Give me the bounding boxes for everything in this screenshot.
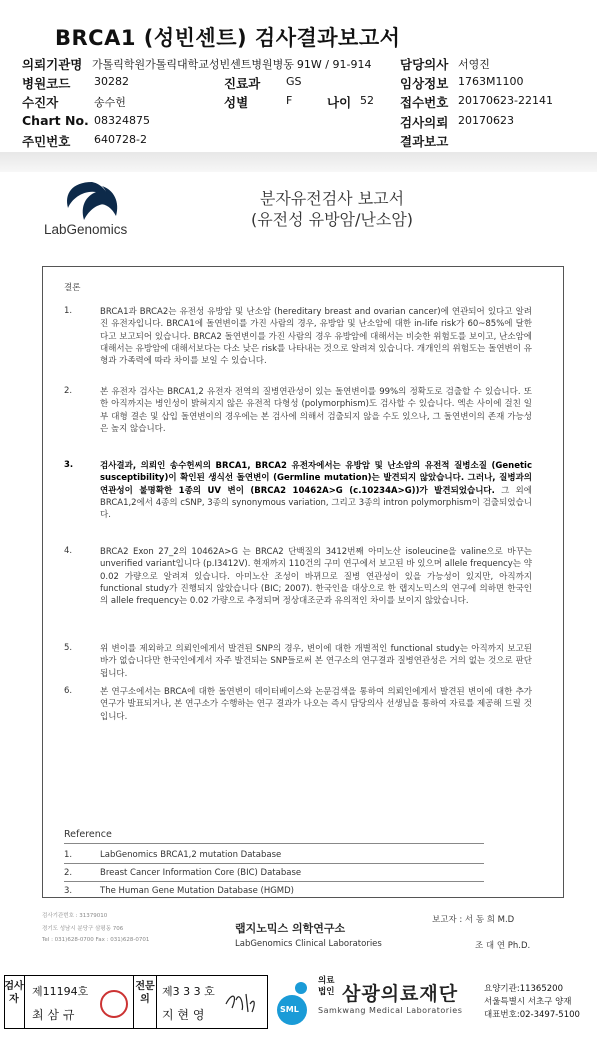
corporation-name: 삼광의료재단 — [342, 983, 459, 1005]
conclusion-item: 본 유전자 검사는 BRCA1,2 유전자 전역의 질병연관성이 있는 돌연변이를 99%의 정확도로 검출할 수 있습니다. 또한 아직까지는 병인성이 밝혀지지 않은 유전적 다형성 (polymorphism)도 검사할 수 있습니다. 엑손 사이에 걸친 일부 대형 결손 및 삽입 돌연변이의 경우에는 본 검사에 의해서 검출되지 않을 수도 있으나, 그 돌연변이의 존재 가능성은 높지 않습니다. — [100, 387, 532, 434]
reference-item: LabGenomics BRCA1,2 mutation Database — [100, 850, 282, 860]
lab-code: 검사기관번호 : 31379010 — [42, 913, 108, 919]
clinical-info-value: 1763M1100 — [458, 75, 524, 88]
receipt-no-value: 20170623-22141 — [458, 94, 553, 107]
department-value: GS — [286, 75, 302, 88]
specialist-name: 지 현 영 — [162, 1008, 205, 1022]
doctor-label: 담당의사 — [400, 57, 449, 72]
reference-item: The Human Gene Mutation Database (HGMD) — [100, 886, 294, 896]
director: 조 대 연 Ph.D. — [475, 941, 531, 951]
patient-header — [22, 55, 592, 150]
reference-heading: Reference — [64, 829, 112, 840]
conclusion-item: 위 변이를 제외하고 의뢰인에게서 발견된 SNP의 경우, 변이에 대한 개별적인 functional study는 아직까지 보고된 바가 없습니다만 한국인에게서 자주 발견되는 SNP들로써 본 연구소의 연구결과 질병연관성은 거의 없는 것으로 판단됩니다. — [100, 644, 532, 679]
corporation-english: Samkwang Medical Laboratories — [318, 1006, 463, 1015]
tester-name: 최 삼 규 — [32, 1008, 75, 1022]
tester-seal-icon — [100, 990, 128, 1018]
sml-logo-icon — [270, 978, 314, 1028]
conclusion-item: BRCA1과 BRCA2는 유전성 유방암 및 난소암 (hereditary breast and ovarian cancer)에 연관되어 있다고 알려진 유전자입니다. BRCA1에 돌연변이를 가진 사람의 경우, 유방암 및 난소암에 대한 in-life risk가 60~85%에 달한다고 보고되어 있습니다. BRCA2 돌연변이를 가진 사람의 경우 유방암에 대해서는 비슷한 위험도를 보이고, 난소암에 대해서는 유방암에 대해서보다는 다소 낮은 risk를 나타내는 것으로 알려져 있습니다. 개개인의 위험도는 돌연변이 유형과 가족력에 따라 차이를 보일 수 있습니다. — [100, 307, 532, 367]
signature-box-divider — [133, 975, 134, 1028]
clinical-info-label: 임상정보 — [400, 76, 449, 91]
item-number: 3. — [64, 460, 74, 470]
conclusion-result-bold: 검사결과, 의뢰인 송수헌씨의 BRCA1, BRCA2 유전자에서는 유방암 및 난소암의 유전적 질병소질 (Genetic susceptibility)이 확인된 생식선 돌연변이 (Germline mutation)는 발견되지 않았습니다. 그러나, 질병과의 연관성이 불명확한 1종의 UV 변이 (BRCA2 10462A>G (c.10234A>G))가 발견되었습니다. — [100, 461, 532, 496]
conclusion-item: BRCA2 Exon 27_2의 10462A>G 는 BRCA2 단백질의 3412번째 아미노산 isoleucine을 valine으로 바꾸는 unverified variant입니다 (p.I3412V). 현재까지 110건의 구미 연구에서 보고된 바 있으며 allele frequency는 약 0.02 가량으로 알려져 있습니다. 아미노산 조성이 바뀌므로 질병 연관성이 있을 가능성이 있지만, 아직까지 functional study가 진행되지 않았습니다 (BIC; 2007). 한국인을 대상으로 한 랩지노믹스의 연구에 의하면 한국인의 allele frequency는 0.02 가량으로 추정되며 정상대조군과 유의적인 차이를 보이지 않았습니다. — [100, 547, 532, 607]
signature-box-divider — [24, 975, 25, 1028]
patient-label: 수진자 — [22, 95, 59, 110]
lab-name-english: LabGenomics Clinical Laboratories — [235, 939, 382, 949]
reference-divider — [64, 843, 484, 844]
specialist-license-no: 제3 3 3 호 — [162, 985, 215, 998]
request-date-value: 20170623 — [458, 114, 514, 127]
lab-phone: Tel : 031)628-0700 Fax : 031)628-0701 — [42, 937, 150, 943]
reference-divider — [64, 881, 484, 882]
sex-value: F — [286, 94, 293, 107]
patient-value: 송수헌 — [94, 96, 126, 109]
item-number: 6. — [64, 686, 73, 696]
sml-label: SML — [280, 1005, 299, 1014]
reference-item: Breast Cancer Information Core (BIC) Database — [100, 868, 302, 878]
request-date-label: 검사의뢰 — [400, 115, 449, 130]
labgenomics-logo-text: LabGenomics — [44, 222, 128, 237]
specialist-label: 전문의 — [135, 981, 155, 1005]
tester-label: 검사자 — [4, 981, 24, 1005]
hospital-code-label: 병원코드 — [22, 76, 71, 91]
ward-label: 병동 — [272, 58, 294, 71]
corporation-prefix: 의료법인 — [318, 976, 335, 997]
department-label: 진료과 — [224, 76, 261, 91]
resident-no-label: 주민번호 — [22, 134, 71, 149]
chart-no-label: Chart No. — [22, 113, 89, 128]
age-value: 52 — [360, 94, 374, 107]
reference-number: 1. — [64, 850, 73, 860]
care-institution-no: 요양기관:11365200 — [484, 984, 563, 994]
conclusion-heading: 결론 — [64, 283, 81, 293]
report-title-line2: (유전성 유방암/난소암) — [250, 210, 414, 229]
reference-divider — [64, 863, 484, 864]
labgenomics-logo-icon — [62, 180, 122, 224]
report-title-line1: 분자유전검사 보고서 — [259, 189, 405, 208]
item-number: 4. — [64, 546, 73, 556]
sex-label: 성별 — [224, 95, 249, 110]
item-number: 5. — [64, 643, 73, 653]
signature-box-divider — [156, 975, 157, 1028]
lab-address: 경기도 성남시 분당구 삼평동 706 — [42, 926, 124, 932]
conclusion-result-rest: 그 외에 BRCA1,2에서 4종의 cSNP, 3종의 synonymous variation, 그리고 3종의 intron polymorphism이 검출되었습니다. — [100, 485, 532, 521]
divider-shade — [0, 152, 597, 172]
corporation-phone: 대표번호:02-3497-5100 — [484, 1010, 580, 1020]
resident-no-value: 640728-2 — [94, 133, 147, 146]
specialist-signature-icon — [222, 986, 260, 1016]
institution-value: 가톨릭학원가톨릭대학교성빈센트병원 — [92, 58, 273, 71]
doctor-value: 서영진 — [458, 58, 490, 71]
conclusion-item: 본 연구소에서는 BRCA에 대한 돌연변이 데이터베이스와 논문검색을 통하여 의뢰인에게서 발견된 변이에 대한 추가 연구가 발표되거나, 본 연구소가 수행하는 연구 결과가 나오는 즉시 담당의사 선생님을 통하여 자료를 제공해 드릴 것입니다. — [100, 687, 532, 722]
lab-name-korean: 랩지노믹스 의학연구소 — [235, 922, 346, 935]
item-number: 1. — [64, 306, 73, 316]
report-title: BRCA1 (성빈센트) 검사결과보고서 — [55, 26, 401, 50]
item-number: 2. — [64, 386, 73, 396]
reference-number: 2. — [64, 868, 73, 878]
reference-number: 3. — [64, 886, 73, 896]
result-report-label: 결과보고 — [400, 134, 449, 149]
ward-value: 91W / 91-914 — [296, 58, 372, 71]
reporter: 보고자 : 서 동 희 M.D — [432, 915, 515, 925]
corporation-address: 서울특별시 서초구 양재 — [484, 997, 572, 1007]
conclusion-item — [100, 460, 532, 521]
receipt-no-label: 접수번호 — [400, 95, 449, 110]
report-main-title — [222, 188, 442, 230]
chart-no-value: 08324875 — [94, 114, 150, 127]
hospital-code-value: 30282 — [94, 75, 129, 88]
header-label: 의뢰기관명 — [22, 57, 83, 72]
age-label: 나이 — [327, 95, 352, 110]
tester-license-no: 제11194호 — [32, 985, 89, 998]
